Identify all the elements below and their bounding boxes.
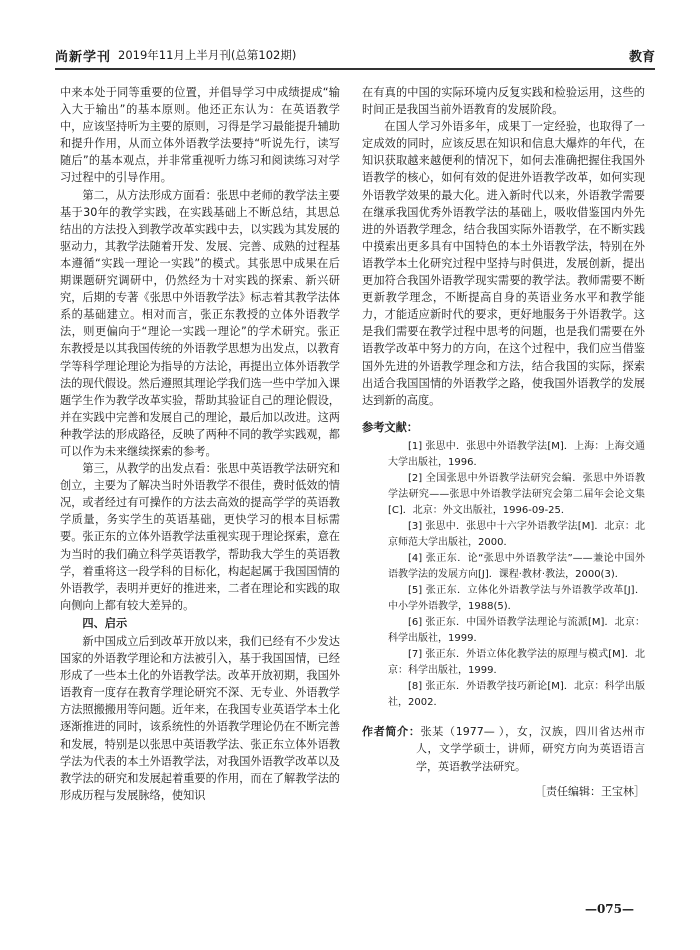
author-bio bbox=[362, 723, 645, 776]
paragraph: 第三，从教学的出发点看：张思中英语教学法研究和创立，主要为了解决当时外语教学不很佳，费时低效的情况，或者经过有可操作的方法去高效的提高学学的英语教学质量，务实学生的英语基础，更快学习的根本目标需要。张正东的立体外语教学法重视实现于理论探索，意在为当时的我们确立科学英语教学，帮助我大学生的英语教学，着重将这一段学科的目标化，构起起属于我国国情的外语教学，表明并更好的推进来，二者在理论和实践的取向侧向上都有较大差异的。 bbox=[60, 462, 340, 612]
journal-logo: 尚新学刊 bbox=[55, 50, 112, 65]
section-heading: 四、启示 bbox=[82, 616, 128, 630]
page-number: —075— bbox=[584, 902, 634, 916]
reference-item: [5] 张正东．立体化外语教学法与外语教学改革[J]．中小学外语教学，1988(5)． bbox=[388, 584, 645, 612]
editor-credit: ［责任编辑：王宝林］ bbox=[535, 785, 645, 799]
running-header bbox=[55, 46, 655, 68]
reference-item: [4] 张正东．论“张思中外语教学法”——兼论中国外语教学法的发展方向[J]．课程·教材·教法，2000(3)． bbox=[388, 552, 645, 580]
section-label: 教育 bbox=[628, 50, 655, 65]
issue-info: 2019年11月上半月刊(总第102期) bbox=[118, 48, 297, 62]
reference-item: [8] 张正东．外语教学技巧新论[M]．北京：科学出版社，2002． bbox=[388, 680, 645, 708]
paragraph: 第二，从方法形成方面看：张思中老师的教学法主要基于30年的教学实践，在实践基础上不断总结，其思总结出的方法投入到教学改革实践中去，以实践为其发展的驱动力，其教学法随着开发、发展、完善、成熟的过程基本遵循“实践一理论一实践”的模式。其张思中成果在后期课题研究调研中，仍然经为十对实践的探索、新兴研究，后期的专著《张思中外语教学法》标志着其教学法体系的基础建立。相对而言，张正东教授的立体外语教学法，则更偏向于“理论一实践一理论”的学术研究。张正东教授是以其我国传统的外语教学思想为出发点，以教育学等科学理论理论为指导的方法论，再提出立体外语教学法的现代假设。然后遵照其理论学我们选一些中学加入课题学生作为教学改革实验，帮助其验证自己的理论假设，并在实践中完善和发展自己的理论，最后加以改进。这两种教学法的形成路径，反映了两种不同的教学实践观，都可以作为未来继续探索的参考。 bbox=[60, 188, 340, 458]
reference-item: [1] 张思中．张思中外语教学法[M]．上海：上海交通大学出版社，1996． bbox=[388, 440, 645, 468]
paragraph: 新中国成立后到改革开放以来，我们已经有不少发达国家的外语教学理论和方法被引入，基于我国国情，已经形成了一些本土化的外语教学法。改革开放初期，我国外语教育一度存在教育学理论研究不深、无专业、外语教学方法照搬搬用等问题。近年来，在我国专业英语学本土化逐渐推进的同时，该系统性的外语教学理论仍在不断完善和发展，特别是以张思中英语教学法、张正东立体外语教学法为代表的本土外语教学法，对我国外语教学改革以及教学法的研究和发展起着重要的作用，而在了解教学法的形成历程与发展脉络，使知识 bbox=[60, 635, 340, 802]
reference-item: [2] 全国张思中外语教学法研究会编．张思中外语教学法研究——张思中外语教学法研究会第二届年会论文集[C]．北京：外文出版社，1996-09-25． bbox=[388, 472, 645, 516]
paragraph: 在国人学习外语多年，成果丁一定经验，也取得了一定成效的同时，应该反思在知识和信息大爆炸的年代，在知识获取越来越便利的情况下，如何去准确把握住我国外语教学的核心，如何有效的促进外语教学改革，如何实现外语教学效果的最大化。进入新时代以来，外语教学需要在继承我国优秀外语教学法的基础上，吸收借鉴国内外先进的外语教学理念，结合我国实际外语教学，在不断实践中摸索出更多具有中国特色的本土外语教学法，特别在外语教学本土化研究过程中坚持与时俱进，发展创新，提出更加符合我国外语教学现实需要的教学法。教师需要不断更新教学理念，不断提高自身的英语业务水平和教学能力，才能适应新时代的要求，更好地服务于外语教学。这是我们需要在教学过程中思考的问题，也是我们需要在外语教学改革中努力的方向，在这个过程中，我们应当借鉴国外先进的外语教学理念和方法，结合我国的实际，探索出适合我国国情的外语教学之路，使我国外语教学的发展达到新的高度。 bbox=[362, 120, 645, 407]
reference-item: [7] 张正东．外语立体化教学法的原理与模式[M]．北京：科学出版社，1999． bbox=[388, 648, 645, 676]
header-rule bbox=[55, 68, 655, 70]
paragraph: 在有真的中国的实际环境内反复实践和检验运用，这些的时间正是我国当前外语教育的发展阶段。 bbox=[362, 86, 645, 117]
reference-item: [6] 张正东．中国外语教学法理论与流派[M]．北京：科学出版社，1999． bbox=[388, 616, 645, 644]
paragraph: 中来本处于同等重要的位置，并倡导学习中成绩提成“输入大于输出”的基本原则。他还正东认为：在英语教学中，应该坚持听为主要的原则，习得是学习最能提升辅助和提升作用，从而立体外语教学法要持“听说先行，读写随后”的基本观点，并非常重视听力练习和阅读练习对学习过程中的引导作用。 bbox=[60, 86, 340, 185]
author-bio-text: 张某（1977— ），女，汉族，四川省达州市人，文学学硕士，讲师，研究方向为英语语言学，英语教学法研究。 bbox=[416, 724, 645, 773]
references-title: 参考文献： bbox=[362, 420, 418, 434]
reference-item: [3] 张思中．张思中十六字外语教学法[M]．北京：北京师范大学出版社，2000． bbox=[388, 520, 645, 548]
author-bio-label: 作者简介： bbox=[362, 724, 421, 738]
right-column bbox=[362, 84, 645, 800]
left-column bbox=[60, 84, 340, 804]
references-list bbox=[362, 439, 645, 711]
